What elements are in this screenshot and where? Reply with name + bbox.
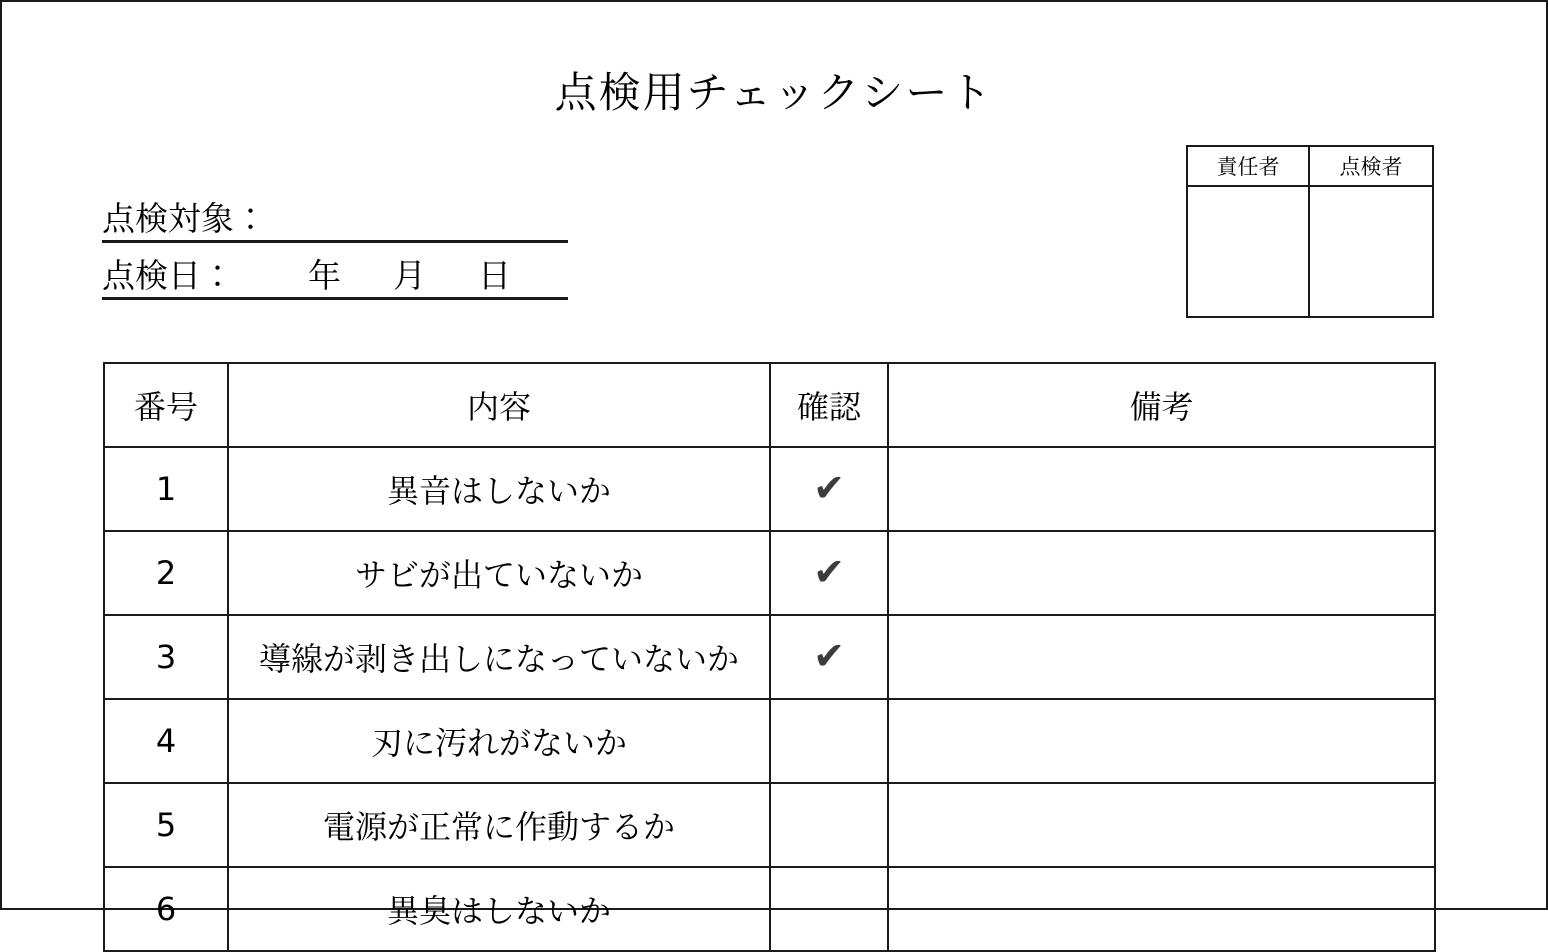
signature-value-inspector[interactable] [1310,187,1432,316]
row-check-cell[interactable] [770,615,888,699]
check-mark-icon: ✔ [813,634,845,678]
row-number: 2 [104,531,228,615]
signature-box [1186,145,1434,318]
row-note-cell[interactable] [888,531,1435,615]
signature-header-inspector: 点検者 [1339,155,1403,179]
row-note-cell[interactable] [888,615,1435,699]
column-header-content: 内容 [228,363,770,447]
table-body [104,447,1435,951]
row-note-cell[interactable] [888,447,1435,531]
row-content: サビが出ていないか [228,531,770,615]
inspection-date-year-unit: 年 [308,256,341,295]
row-content: 刃に汚れがないか [228,699,770,783]
row-content: 異臭はしないか [228,867,770,951]
inspection-target-label: 点検対象： [102,199,267,238]
row-number: 6 [104,867,228,951]
inspection-date-label: 点検日： [102,256,234,295]
table-row [104,783,1435,867]
row-check-cell[interactable] [770,867,888,951]
row-note-cell[interactable] [888,699,1435,783]
table-header-row [104,363,1435,447]
row-check-cell[interactable] [770,699,888,783]
row-content: 異音はしないか [228,447,770,531]
inspection-date-day-unit: 日 [478,256,511,295]
row-check-cell[interactable] [770,531,888,615]
table-row [104,447,1435,531]
inspection-date-month-unit: 月 [393,256,426,295]
inspection-target-field[interactable] [102,198,568,243]
table-row [104,531,1435,615]
row-check-cell[interactable] [770,783,888,867]
row-content: 導線が剥き出しになっていないか [228,615,770,699]
inspection-date-field[interactable] [102,255,568,300]
check-mark-icon: ✔ [813,550,845,594]
inspection-table [103,362,1436,952]
check-mark-icon: ✔ [813,466,845,510]
row-check-cell[interactable] [770,447,888,531]
column-header-check: 確認 [770,363,888,447]
signature-header-supervisor: 責任者 [1188,147,1310,185]
row-content: 電源が正常に作動するか [228,783,770,867]
column-header-note: 備考 [888,363,1435,447]
row-number: 4 [104,699,228,783]
row-number: 3 [104,615,228,699]
row-note-cell[interactable] [888,867,1435,951]
page-title: 点検用チェックシート [554,68,994,117]
row-note-cell[interactable] [888,783,1435,867]
signature-box-header-row [1188,147,1432,187]
signature-box-value-row [1188,187,1432,316]
table-row [104,615,1435,699]
column-header-no: 番号 [104,363,228,447]
row-number: 5 [104,783,228,867]
table-row [104,867,1435,951]
table-row [104,699,1435,783]
row-number: 1 [104,447,228,531]
signature-value-supervisor[interactable] [1188,187,1310,316]
